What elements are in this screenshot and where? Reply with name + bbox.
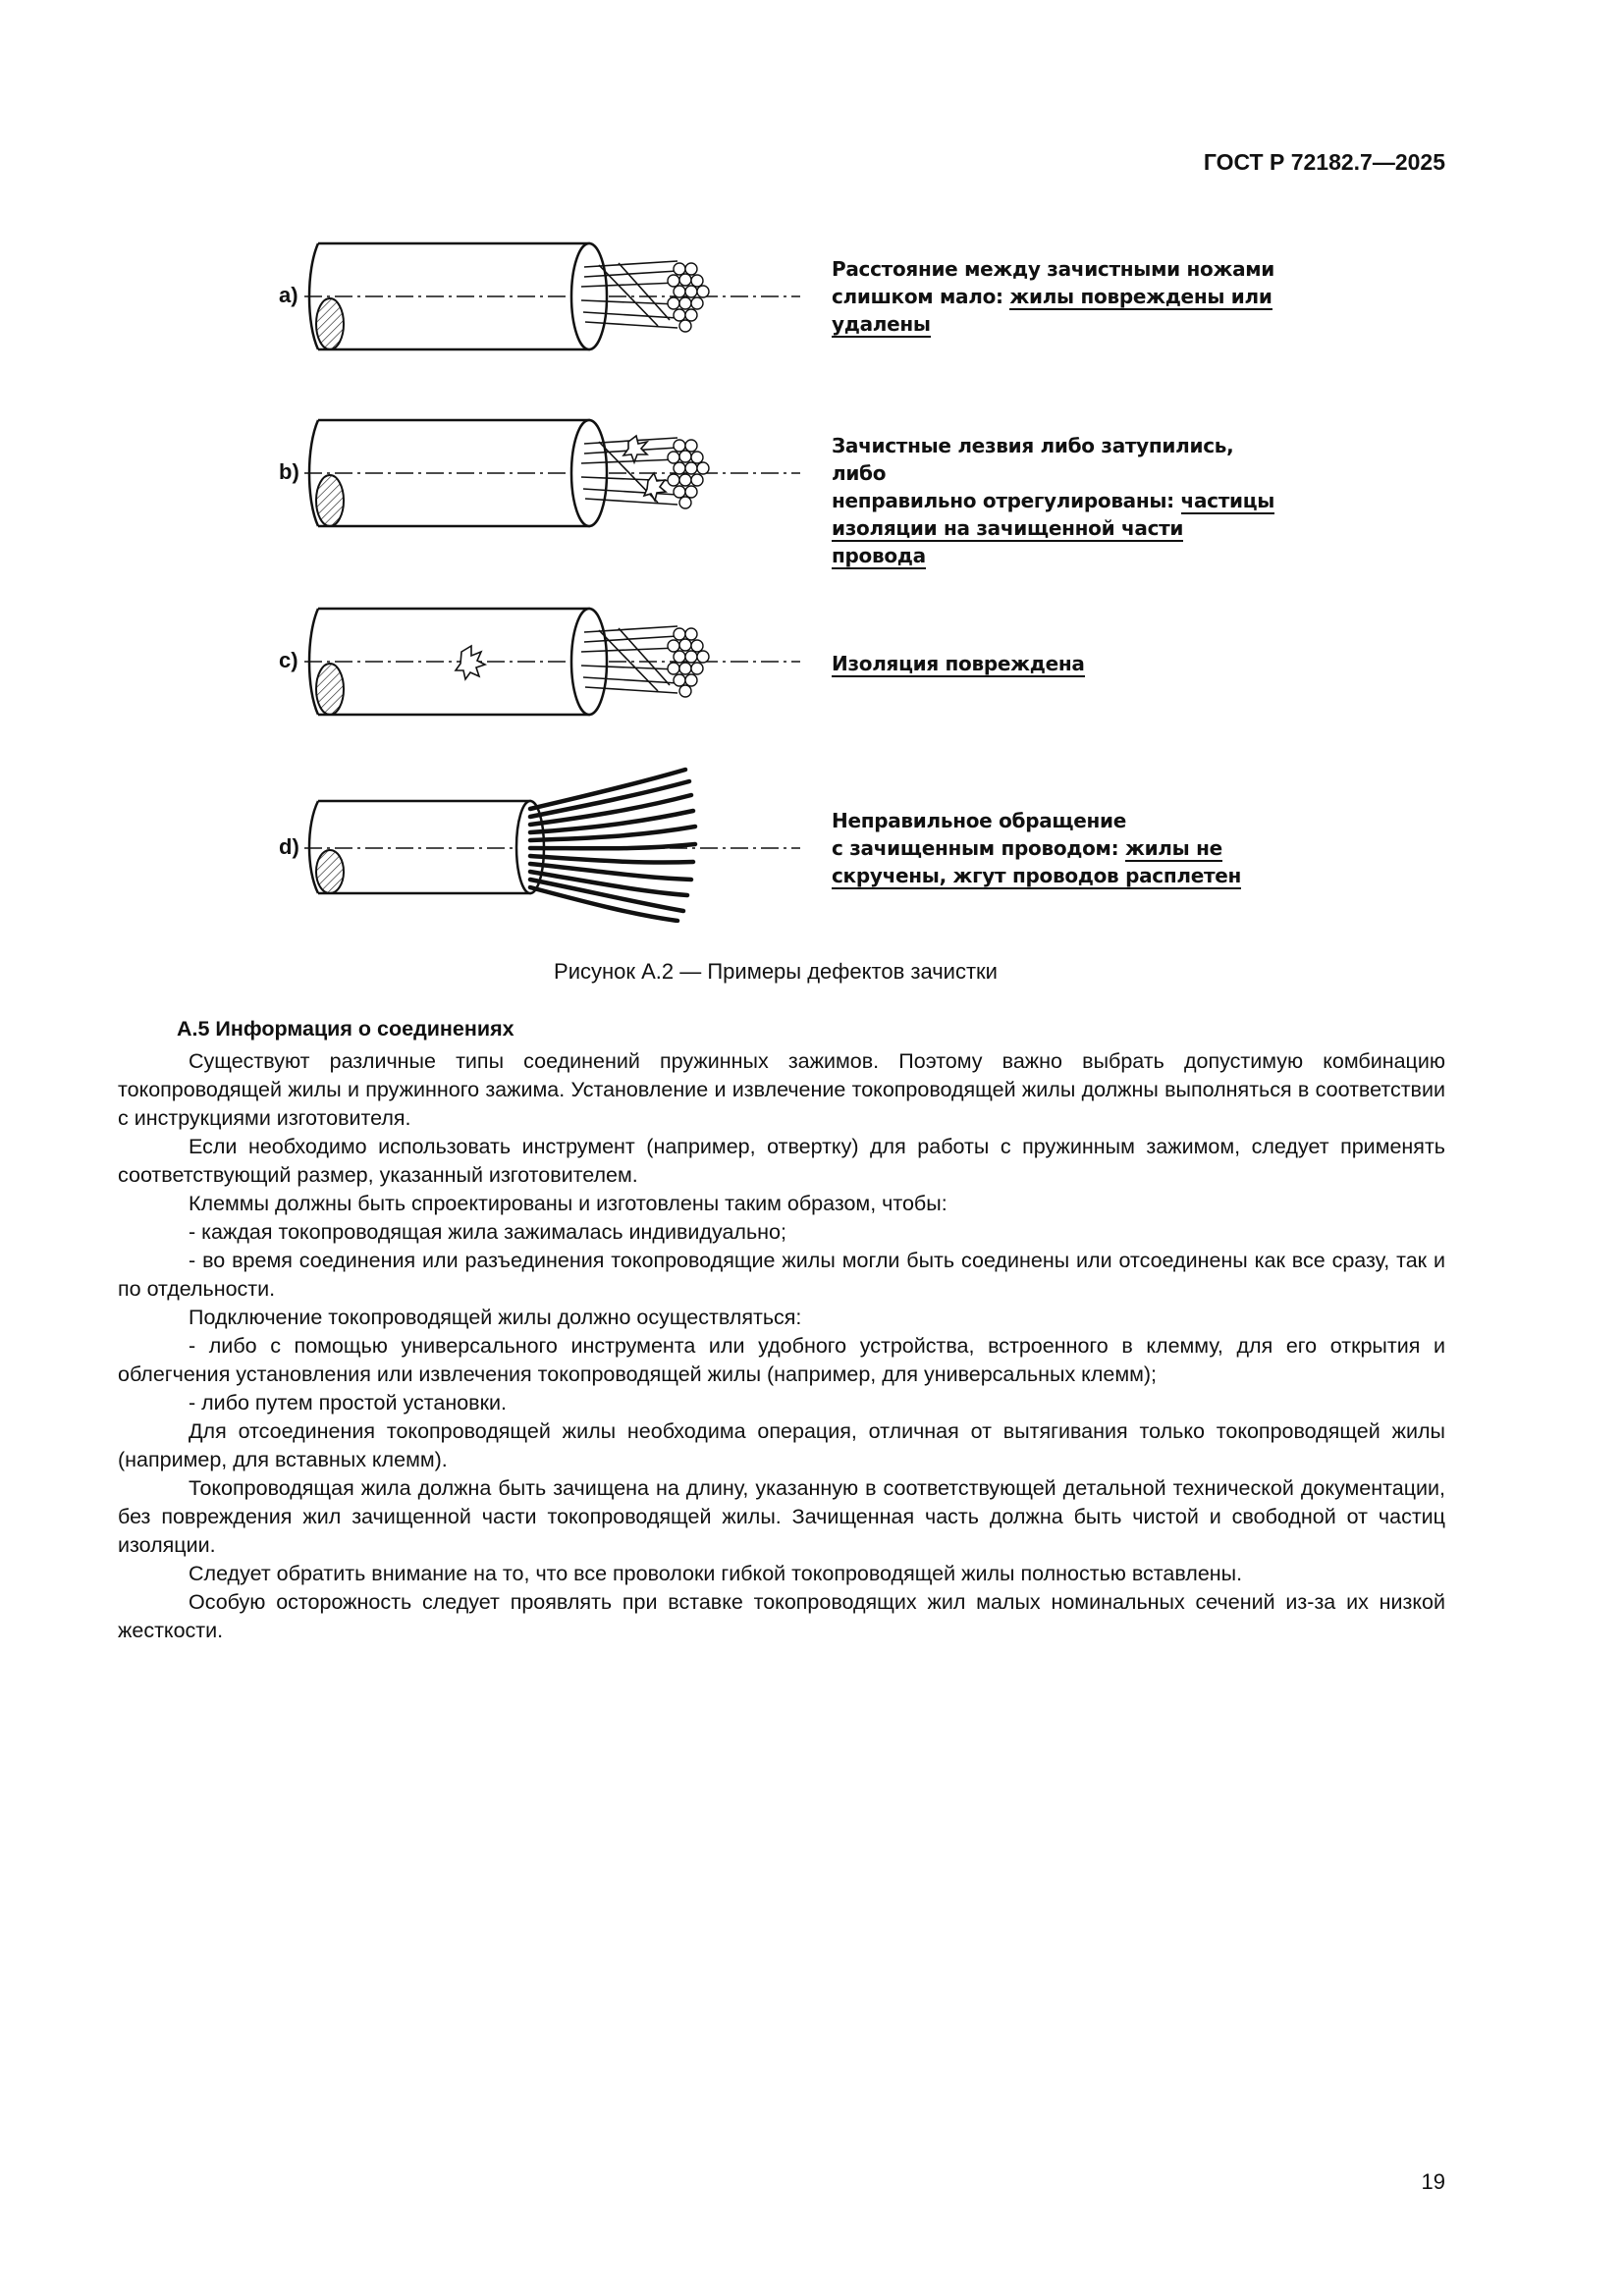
description-line	[832, 255, 1283, 283]
section-a5	[118, 1015, 1445, 1645]
paragraph: Подключение токопроводящей жилы должно осуществляться:	[189, 1306, 802, 1329]
figure-item-label: a)	[279, 283, 298, 307]
list-item: - либо путем простой установки.	[189, 1391, 507, 1415]
description-line	[832, 432, 1283, 487]
description-line	[832, 807, 1283, 834]
description-line	[832, 514, 1283, 569]
description-text-underlined: Изоляция повреждена	[832, 652, 1085, 675]
paragraph: Следует обратить внимание на то, что все проволоки гибкой токопроводящей жилы полностью вставлены.	[189, 1562, 1243, 1585]
cable-illustration-c	[304, 591, 815, 728]
figure-item-c	[265, 591, 1326, 728]
list-item: - каждая токопроводящая жила зажималась индивидуально;	[189, 1220, 786, 1244]
figure-item-label: d)	[279, 834, 299, 859]
description-line	[832, 834, 1283, 862]
figure-item-label: c)	[279, 648, 298, 672]
description-text-underlined: жилы повреждены или	[1009, 285, 1272, 308]
description-line	[832, 862, 1283, 889]
figure-item-description	[832, 432, 1283, 569]
paragraph: Клеммы должны быть спроектированы и изготовлены таким образом, чтобы:	[189, 1192, 947, 1215]
paragraph: Если необходимо использовать инструмент (например, отвертку) для работы с пружинным зажимом, следует применять соответствующий размер, указанный изготовителем.	[118, 1135, 1445, 1187]
description-text: Зачистные лезвия либо затупились, либо	[832, 434, 1234, 485]
description-line	[832, 487, 1283, 514]
figure-item-description	[832, 807, 1283, 889]
figure-item-b	[265, 402, 1326, 567]
figure-item-description	[832, 650, 1283, 677]
cable-illustration-a	[304, 226, 815, 363]
description-text: неправильно отрегулированы:	[832, 489, 1181, 512]
paragraph: Особую осторожность следует проявлять при вставке токопроводящих жил малых номинальных сечений из-за их низкой жесткости.	[118, 1590, 1445, 1642]
description-text: Расстояние между зачистными ножами	[832, 257, 1275, 281]
figure-item-a	[265, 226, 1326, 363]
section-title: А.5 Информация о соединениях	[177, 1017, 514, 1041]
description-text: с зачищенным проводом:	[832, 836, 1125, 860]
list-item: - либо с помощью универсального инструмента или удобного устройства, встроенного в клемму, для его открытия и облегчения установления или извлечения токопроводящей жилы (например, для универсальных клемм);	[118, 1334, 1445, 1386]
figure-stripping-defects	[265, 226, 1326, 933]
paragraph: Для отсоединения токопроводящей жилы необходима операция, отличная от вытягивания только токопроводящей жилы (например, для вставных клемм).	[118, 1419, 1445, 1471]
description-text-underlined: скручены, жгут проводов расплетен	[832, 864, 1242, 887]
document-code: ГОСТ Р 72182.7—2025	[1203, 149, 1445, 175]
description-text-underlined: удалены	[832, 312, 931, 336]
paragraph: Токопроводящая жила должна быть зачищена на длину, указанную в соответствующей детальной технической документации, без повреждения жил зачищенной части токопроводящей жилы. Зачищенная часть должна быть чистой и свободной от частиц изоляции.	[118, 1476, 1445, 1557]
description-text-underlined: частицы	[1180, 489, 1275, 512]
cable-illustration-d	[304, 766, 815, 923]
description-text: слишком мало:	[832, 285, 1010, 308]
paragraph: Существуют различные типы соединений пружинных зажимов. Поэтому важно выбрать допустимую комбинацию токопроводящей жилы и пружинного зажима. Установление и извлечение токопроводящей жилы должны выполняться в соответствии с инструкциями изготовителя.	[118, 1049, 1445, 1130]
figure-caption: Рисунок А.2 — Примеры дефектов зачистки	[554, 959, 998, 984]
list-item: - во время соединения или разъединения токопроводящие жилы могли быть соединены или отсоединены как все сразу, так и по отдельности.	[118, 1249, 1445, 1301]
description-text-underlined: жилы не	[1124, 836, 1222, 860]
figure-item-description	[832, 255, 1283, 338]
description-text-underlined: изоляции на зачищенной части провода	[832, 516, 1184, 567]
description-line	[832, 310, 1283, 338]
page-number: 19	[1421, 2169, 1445, 2194]
figure-item-label: b)	[279, 459, 299, 484]
figure-item-d	[265, 766, 1326, 903]
description-line	[832, 650, 1283, 677]
description-text: Неправильное обращение	[832, 809, 1126, 832]
cable-illustration-b	[304, 402, 815, 540]
description-line	[832, 283, 1283, 310]
